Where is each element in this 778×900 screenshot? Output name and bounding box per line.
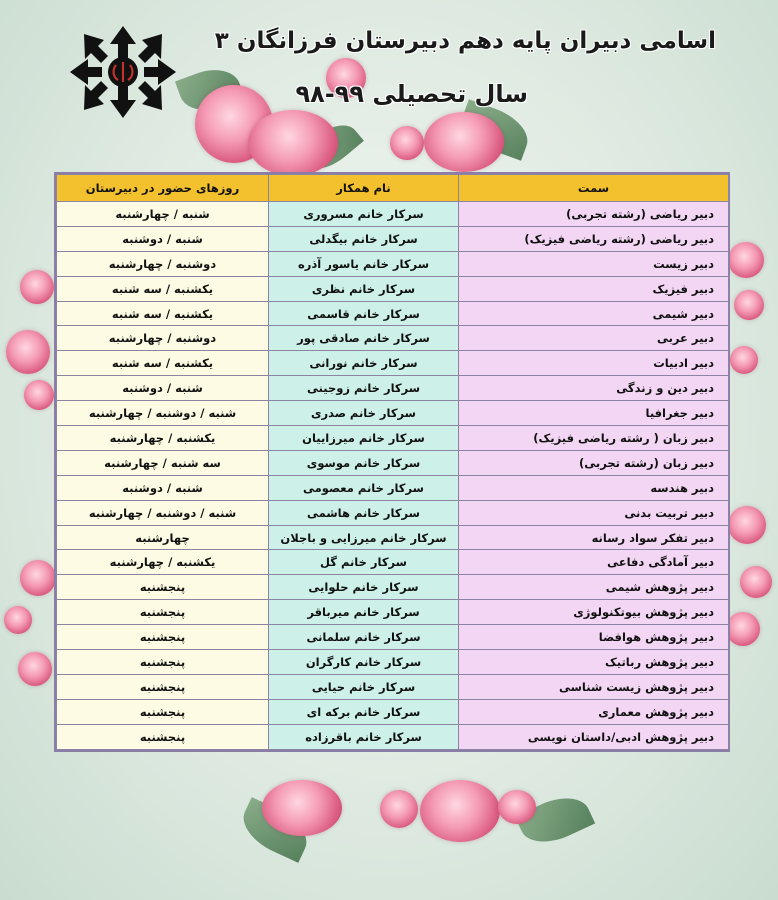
cell-position: دبیر زبان (رشته تجربی) [459, 450, 729, 475]
cell-position: دبیر هندسه [459, 475, 729, 500]
cell-attendance-days: یکشنبه / چهارشنبه [57, 426, 269, 451]
cell-attendance-days: پنجشنبه [57, 674, 269, 699]
table-row [57, 251, 729, 276]
cell-position: دبیر پژوهش معماری [459, 699, 729, 724]
cell-teacher-name: سرکار خانم صدری [269, 401, 459, 426]
page-title: اسامی دبیران پایه دهم دبیرستان فرزانگان ۳ [214, 28, 716, 54]
rose-decoration [740, 566, 772, 598]
table-row [57, 276, 729, 301]
cell-teacher-name: سرکار خانم موسوی [269, 450, 459, 475]
cell-teacher-name: سرکار خانم برکه ای [269, 699, 459, 724]
cell-teacher-name: سرکار خانم میرزاییان [269, 426, 459, 451]
table-row [57, 202, 729, 227]
table-row [57, 376, 729, 401]
table-row [57, 699, 729, 724]
column-header-days: روزهای حضور در دبیرستان [57, 175, 269, 202]
cell-teacher-name: سرکار خانم هاشمی [269, 500, 459, 525]
page-subtitle: سال تحصیلی ۹۹-۹۸ [295, 80, 528, 108]
cell-position: دبیر زبان ( رشته ریاضی فیزیک) [459, 426, 729, 451]
cell-position: دبیر پژوهش بیوتکنولوژی [459, 600, 729, 625]
cell-attendance-days: یکشنبه / چهارشنبه [57, 550, 269, 575]
cell-teacher-name: سرکار خانم حیایی [269, 674, 459, 699]
table-row [57, 525, 729, 550]
cell-attendance-days: پنجشنبه [57, 575, 269, 600]
cell-position: دبیر آمادگی دفاعی [459, 550, 729, 575]
rose-decoration [734, 290, 764, 320]
cell-position: دبیر دین و زندگی [459, 376, 729, 401]
cell-position: دبیر فیزیک [459, 276, 729, 301]
cell-position: دبیر تفکر سواد رسانه [459, 525, 729, 550]
cell-attendance-days: دوشنبه / چهارشنبه [57, 251, 269, 276]
cell-attendance-days: یکشنبه / سه شنبه [57, 276, 269, 301]
cell-attendance-days: شنبه / دوشنبه [57, 376, 269, 401]
cell-attendance-days: یکشنبه / سه شنبه [57, 351, 269, 376]
table-row [57, 724, 729, 749]
cell-teacher-name: سرکار خانم کارگران [269, 650, 459, 675]
cell-attendance-days: یکشنبه / سه شنبه [57, 301, 269, 326]
cell-attendance-days: شنبه / دوشنبه [57, 475, 269, 500]
table-row [57, 650, 729, 675]
rose-decoration [20, 560, 56, 596]
table-row [57, 625, 729, 650]
rose-decoration [498, 790, 536, 824]
cell-teacher-name: سرکار خانم صادقی پور [269, 326, 459, 351]
cell-teacher-name: سرکار خانم باقرزاده [269, 724, 459, 749]
table-row [57, 301, 729, 326]
cell-teacher-name: سرکار خانم بیگدلی [269, 226, 459, 251]
rose-decoration [248, 110, 338, 176]
column-header-position: سمت [459, 175, 729, 202]
rose-decoration [18, 652, 52, 686]
cell-position: دبیر عربی [459, 326, 729, 351]
rose-decoration [728, 506, 766, 544]
cell-position: دبیر پژوهش هوافضا [459, 625, 729, 650]
table-row [57, 226, 729, 251]
rose-decoration [726, 612, 760, 646]
cell-attendance-days: شنبه / دوشنبه [57, 226, 269, 251]
table-row [57, 550, 729, 575]
rose-decoration [24, 380, 54, 410]
cell-teacher-name: سرکار خانم میرباقر [269, 600, 459, 625]
cell-position: دبیر تربیت بدنی [459, 500, 729, 525]
rose-decoration [20, 270, 54, 304]
table-row [57, 500, 729, 525]
rose-decoration [4, 606, 32, 634]
table-row [57, 575, 729, 600]
rose-decoration [424, 112, 504, 172]
cell-attendance-days: پنجشنبه [57, 724, 269, 749]
cell-position: دبیر ریاضی (رشته تجربی) [459, 202, 729, 227]
teachers-table [54, 172, 730, 752]
table-row [57, 600, 729, 625]
table-row [57, 674, 729, 699]
cell-teacher-name: سرکار خانم نورانی [269, 351, 459, 376]
cell-position: دبیر ریاضی (رشته ریاضی فیزیک) [459, 226, 729, 251]
table-header-row [57, 175, 729, 202]
cell-position: دبیر پژوهش زیست شناسی [459, 674, 729, 699]
rose-decoration [380, 790, 418, 828]
cell-attendance-days: پنجشنبه [57, 625, 269, 650]
cell-teacher-name: سرکار خانم میرزایی و باجلان [269, 525, 459, 550]
column-header-name: نام همکار [269, 175, 459, 202]
table-row [57, 326, 729, 351]
cell-attendance-days: شنبه / دوشنبه / چهارشنبه [57, 401, 269, 426]
cell-attendance-days: پنجشنبه [57, 600, 269, 625]
cell-teacher-name: سرکار خانم قاسمی [269, 301, 459, 326]
cell-teacher-name: سرکار خانم گل [269, 550, 459, 575]
cell-position: دبیر ادبیات [459, 351, 729, 376]
cell-teacher-name: سرکار خانم یاسور آذره [269, 251, 459, 276]
cell-teacher-name: سرکار خانم مسروری [269, 202, 459, 227]
cell-attendance-days: شنبه / دوشنبه / چهارشنبه [57, 500, 269, 525]
cell-teacher-name: سرکار خانم سلمانی [269, 625, 459, 650]
cell-attendance-days: سه شنبه / چهارشنبه [57, 450, 269, 475]
rose-decoration [730, 346, 758, 374]
rose-decoration [420, 780, 500, 842]
rose-decoration [728, 242, 764, 278]
cell-position: دبیر زیست [459, 251, 729, 276]
rose-decoration [390, 126, 424, 160]
table-row [57, 401, 729, 426]
iran-emblem-icon [68, 24, 178, 120]
cell-attendance-days: پنجشنبه [57, 699, 269, 724]
cell-position: دبیر پژوهش رباتیک [459, 650, 729, 675]
cell-attendance-days: شنبه / چهارشنبه [57, 202, 269, 227]
cell-position: دبیر پژوهش ادبی/داستان نویسی [459, 724, 729, 749]
cell-position: دبیر جغرافیا [459, 401, 729, 426]
cell-attendance-days: دوشنبه / چهارشنبه [57, 326, 269, 351]
table-row [57, 426, 729, 451]
cell-teacher-name: سرکار خانم معصومی [269, 475, 459, 500]
rose-decoration [262, 780, 342, 836]
table-row [57, 450, 729, 475]
table-body [57, 202, 729, 750]
cell-teacher-name: سرکار خانم زوجینی [269, 376, 459, 401]
cell-attendance-days: چهارشنبه [57, 525, 269, 550]
cell-attendance-days: پنجشنبه [57, 650, 269, 675]
cell-position: دبیر پژوهش شیمی [459, 575, 729, 600]
cell-teacher-name: سرکار خانم حلوایی [269, 575, 459, 600]
table-row [57, 475, 729, 500]
rose-decoration [6, 330, 50, 374]
cell-position: دبیر شیمی [459, 301, 729, 326]
table-row [57, 351, 729, 376]
cell-teacher-name: سرکار خانم نظری [269, 276, 459, 301]
